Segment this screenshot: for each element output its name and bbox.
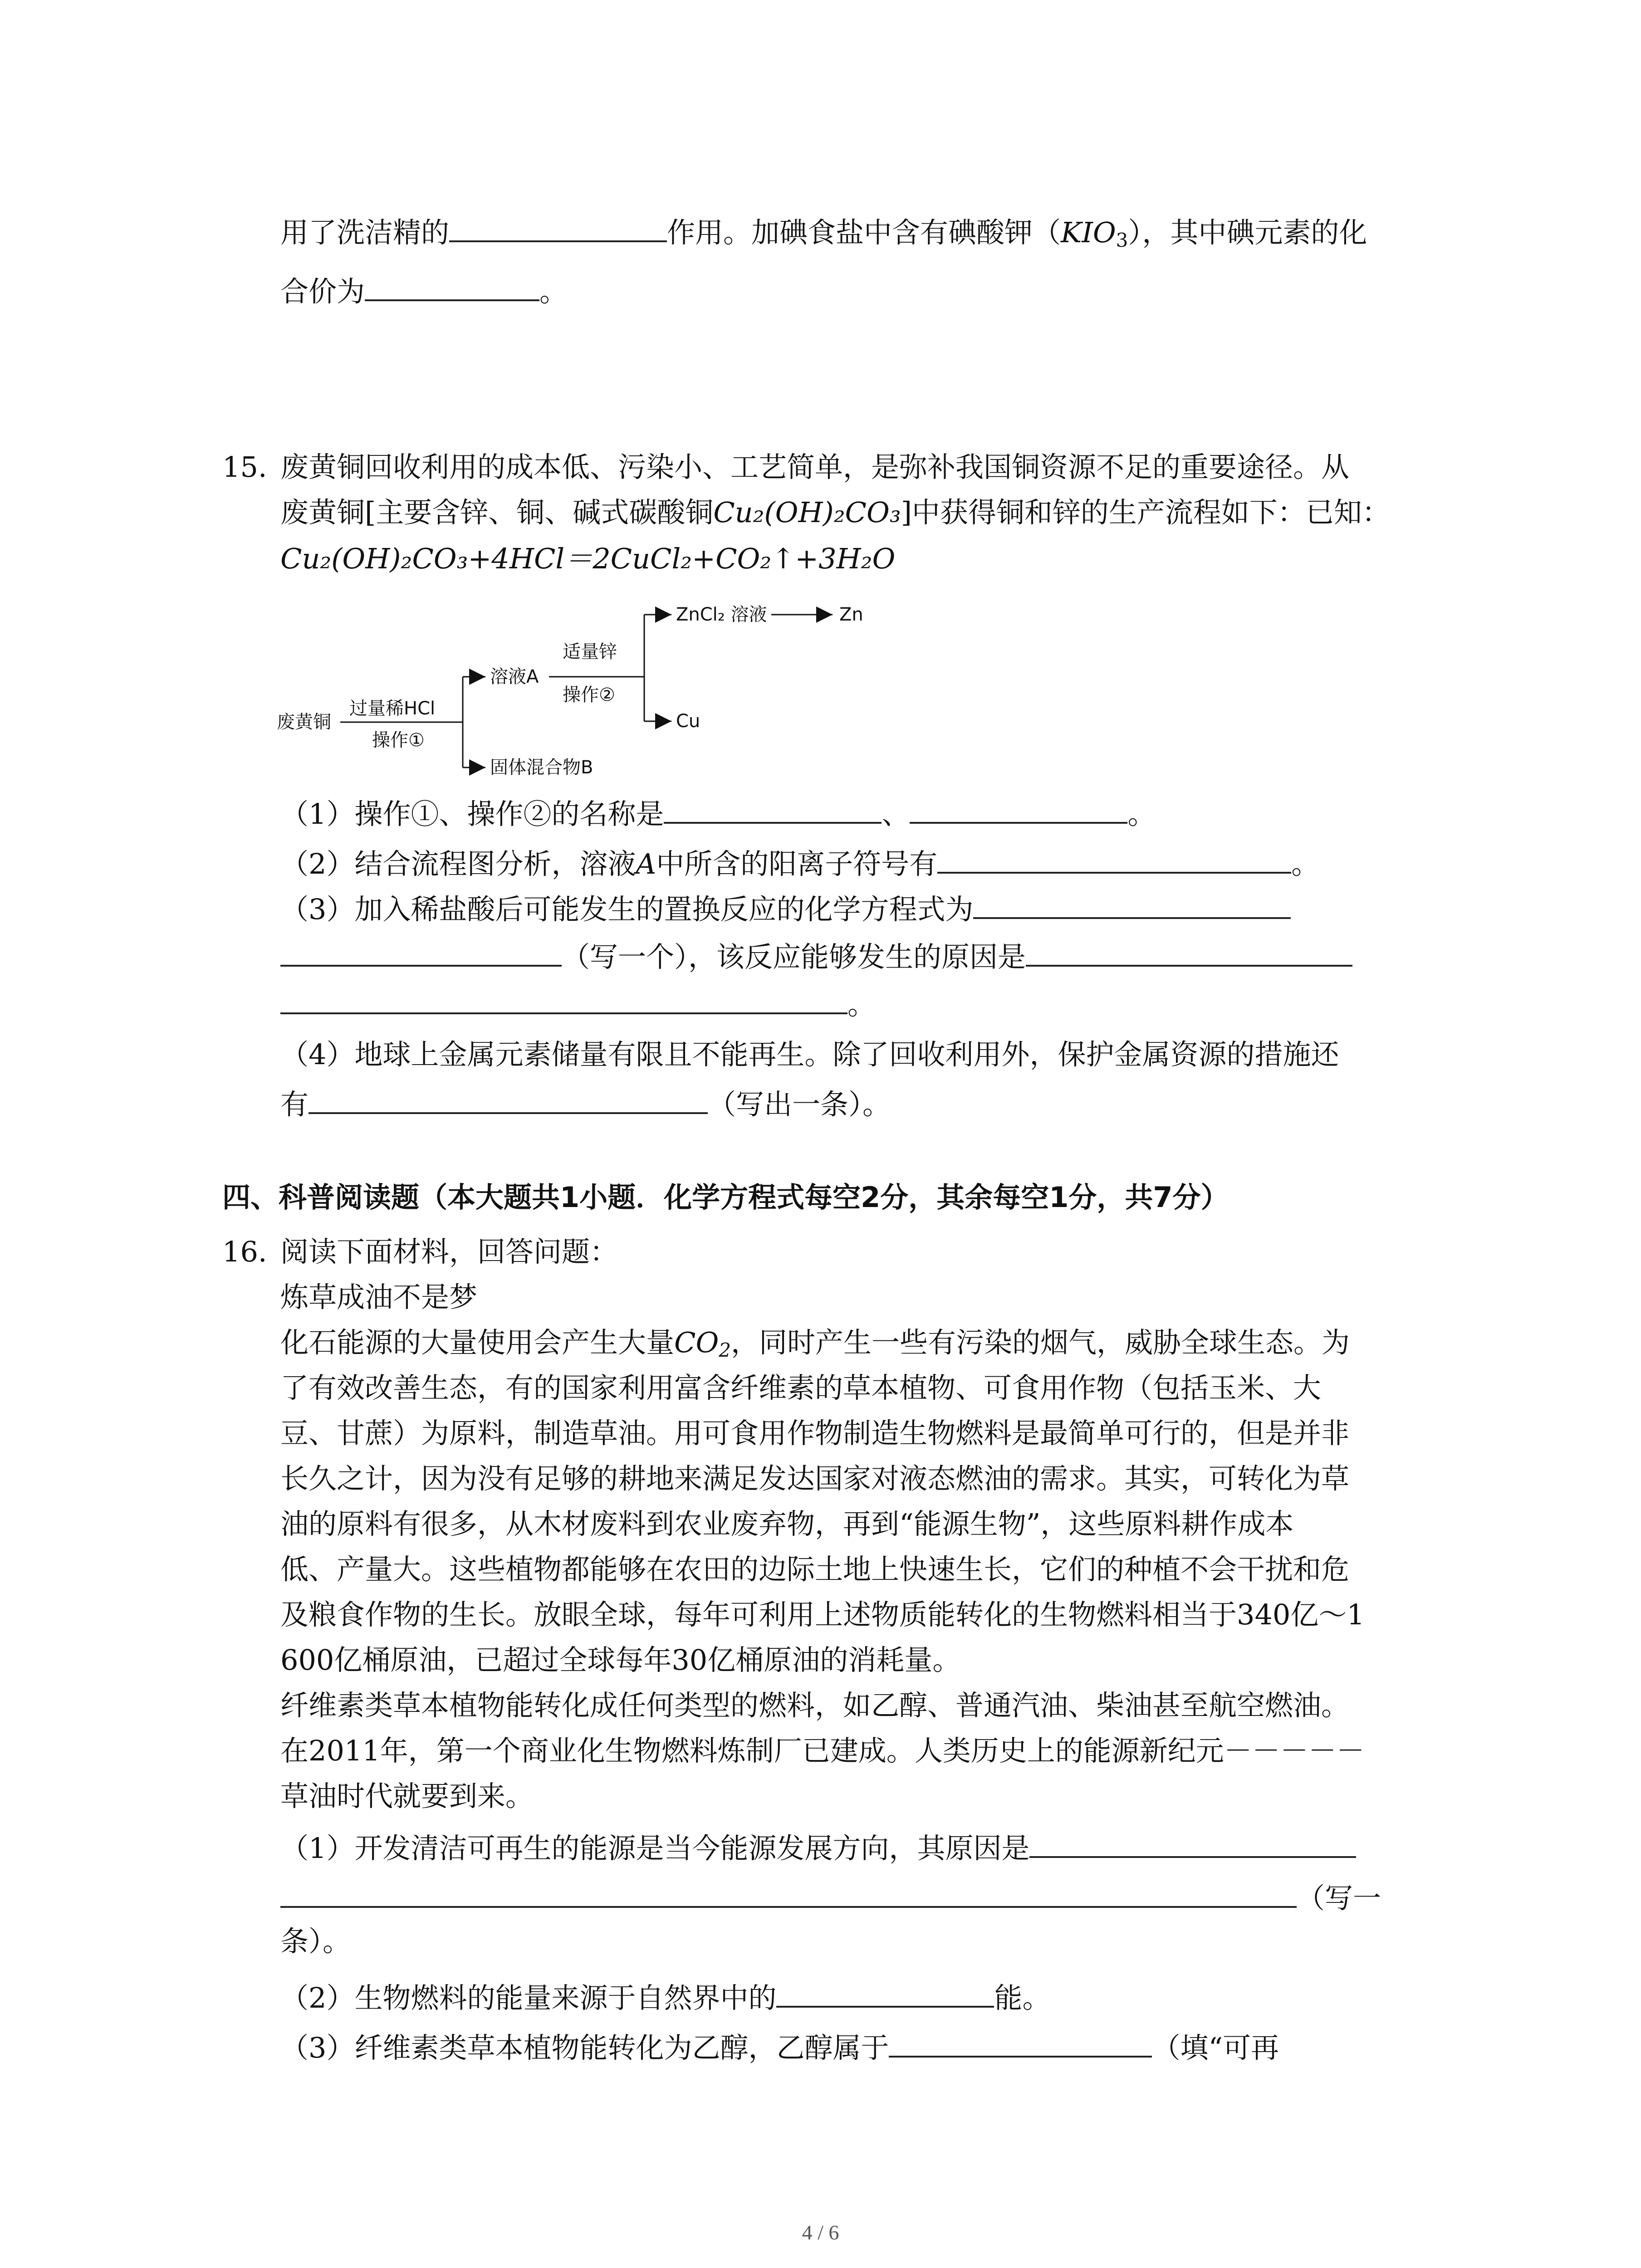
q14-text: 作用。加碘食盐中含有碘酸钾（ — [667, 216, 1061, 249]
answer-blank[interactable] — [280, 1878, 1297, 1908]
section-heading: 四、科普阅读题（本大题共1小题．化学方程式每空2分，其余每空1分，共7分） — [222, 1181, 1229, 1214]
q15-number: 15. — [222, 450, 267, 484]
flow-step1-op: 操作① — [372, 730, 425, 751]
q16-part1-line3: 条）。 — [280, 1925, 351, 1958]
q14-line-2 — [280, 271, 568, 310]
q15-line-2: 废黄铜[主要含锌、铜、碱式碳酸铜Cu₂(OH)₂CO₃]中获得铜和锌的生产流程如下：已知： — [280, 496, 1390, 529]
q16-intro: 阅读下面材料，回答问题： — [280, 1235, 618, 1268]
answer-blank[interactable] — [309, 1084, 708, 1114]
article-line: 低、产量大。这些植物都能够在农田的边际土地上快速生长，它们的种植不会干扰和危 — [280, 1553, 1350, 1586]
q15-part1: （1）操作①、操作②的名称是 、 。 — [280, 794, 1156, 832]
q16-number: 16. — [222, 1235, 267, 1268]
article-line: 豆、甘蔗）为原料，制造草油。用可食用作物制造生物燃料是最简单可行的，但是并非 — [280, 1417, 1350, 1450]
q15-part3-line2: （写一个），该反应能够发生的原因是 — [280, 937, 1352, 975]
flow-start: 废黄铜 — [277, 712, 331, 733]
q16-part1-line1: （1）开发清洁可再生的能源是当今能源发展方向，其原因是 — [280, 1828, 1356, 1867]
q14-text: 。 — [539, 275, 568, 308]
article-line: 在2011年，第一个商业化生物燃料炼制厂已建成。人类历史上的能源新纪元－－－－－ — [280, 1734, 1365, 1767]
flow-zncl2: ZnCl₂ 溶液 — [676, 604, 767, 625]
answer-blank[interactable] — [1029, 1828, 1356, 1858]
answer-blank[interactable] — [664, 794, 882, 824]
q15-line-1: 废黄铜回收利用的成本低、污染小、工艺简单，是弥补我国铜资源不足的重要途径。从 — [280, 450, 1350, 484]
answer-blank[interactable] — [449, 212, 667, 242]
article-title: 炼草成油不是梦 — [280, 1281, 478, 1314]
q15-part2: （2）结合流程图分析，溶液A中所含的阳离子符号有 。 — [280, 844, 1319, 882]
flow-step2-reagent: 适量锌 — [563, 641, 617, 662]
flow-solid-b: 固体混合物B — [490, 757, 593, 778]
formula-co2: $CO_2$ — [674, 1326, 731, 1361]
q14-line-1 — [280, 212, 1367, 251]
answer-blank[interactable] — [973, 889, 1291, 919]
q16-part1-line2: （写一 — [280, 1878, 1381, 1916]
answer-blank[interactable] — [280, 937, 562, 967]
flow-diagram — [272, 590, 907, 798]
page-number: 4 / 6 — [802, 2221, 839, 2244]
answer-blank[interactable] — [889, 2028, 1152, 2058]
formula-kio3: KIO — [1061, 216, 1116, 249]
flow-cu: Cu — [676, 711, 700, 732]
formula-basic-copper-carbonate: Cu₂(OH)₂CO₃ — [713, 496, 901, 529]
answer-blank[interactable] — [910, 794, 1127, 824]
answer-blank[interactable] — [776, 1978, 994, 2008]
q16-part2: （2）生物燃料的能量来源于自然界中的 能。 — [280, 1978, 1050, 2016]
article-line: 600亿桶原油，已超过全球每年30亿桶原油的消耗量。 — [280, 1643, 961, 1677]
article-line: 化石能源的大量使用会产生大量$CO_2$，同时产生一些有污染的烟气，威胁全球生态。为 — [280, 1326, 1350, 1361]
article-line: 及粮食作物的生长。放眼全球，每年可利用上述物质能转化的生物燃料相当于340亿～1 — [280, 1598, 1365, 1631]
formula-sub: 3 — [1116, 229, 1128, 251]
flow-zn: Zn — [839, 604, 863, 625]
flow-step1-reagent: 过量稀HCl — [349, 698, 436, 719]
answer-blank[interactable] — [365, 271, 539, 301]
q14-text: 合价为 — [280, 275, 365, 308]
answer-blank[interactable] — [937, 844, 1291, 874]
article-line: 草油时代就要到来。 — [280, 1779, 534, 1813]
q14-text: ），其中碘元素的化 — [1128, 216, 1367, 249]
q15-part3-line1: （3）加入稀盐酸后可能发生的置换反应的化学方程式为 — [280, 889, 1291, 928]
article-line: 长久之计，因为没有足够的耕地来满足发达国家对液态燃油的需求。其实，可转化为草 — [280, 1462, 1350, 1495]
q15-part4-line2: 有 （写出一条）。 — [280, 1084, 891, 1123]
flow-step2-op: 操作② — [563, 684, 615, 705]
q15-part4-line1: （4）地球上金属元素储量有限且不能再生。除了回收利用外，保护金属资源的措施还 — [280, 1038, 1339, 1071]
article-line: 了有效改善生态，有的国家利用富含纤维素的草本植物、可食用作物（包括玉米、大 — [280, 1371, 1322, 1404]
flow-solution-a: 溶液A — [490, 666, 539, 687]
answer-blank[interactable] — [1026, 937, 1352, 967]
article-line: 油的原料有很多，从木材废料到农业废弃物，再到“能源生物”，这些原料耕作成本 — [280, 1507, 1294, 1540]
q16-part3: （3）纤维素类草本植物能转化为乙醇，乙醇属于 （填“可再 — [280, 2028, 1279, 2066]
answer-blank[interactable] — [280, 984, 847, 1014]
article-line: 纤维素类草本植物能转化成任何类型的燃料，如乙醇、普通汽油、柴油甚至航空燃油。 — [280, 1689, 1350, 1722]
q15-equation: Cu₂(OH)₂CO₃+4HCl＝2CuCl₂+CO₂↑+3H₂O — [280, 542, 896, 575]
q15-part3-line3: 。 — [280, 984, 876, 1023]
q14-text: 用了洗洁精的 — [280, 216, 450, 249]
